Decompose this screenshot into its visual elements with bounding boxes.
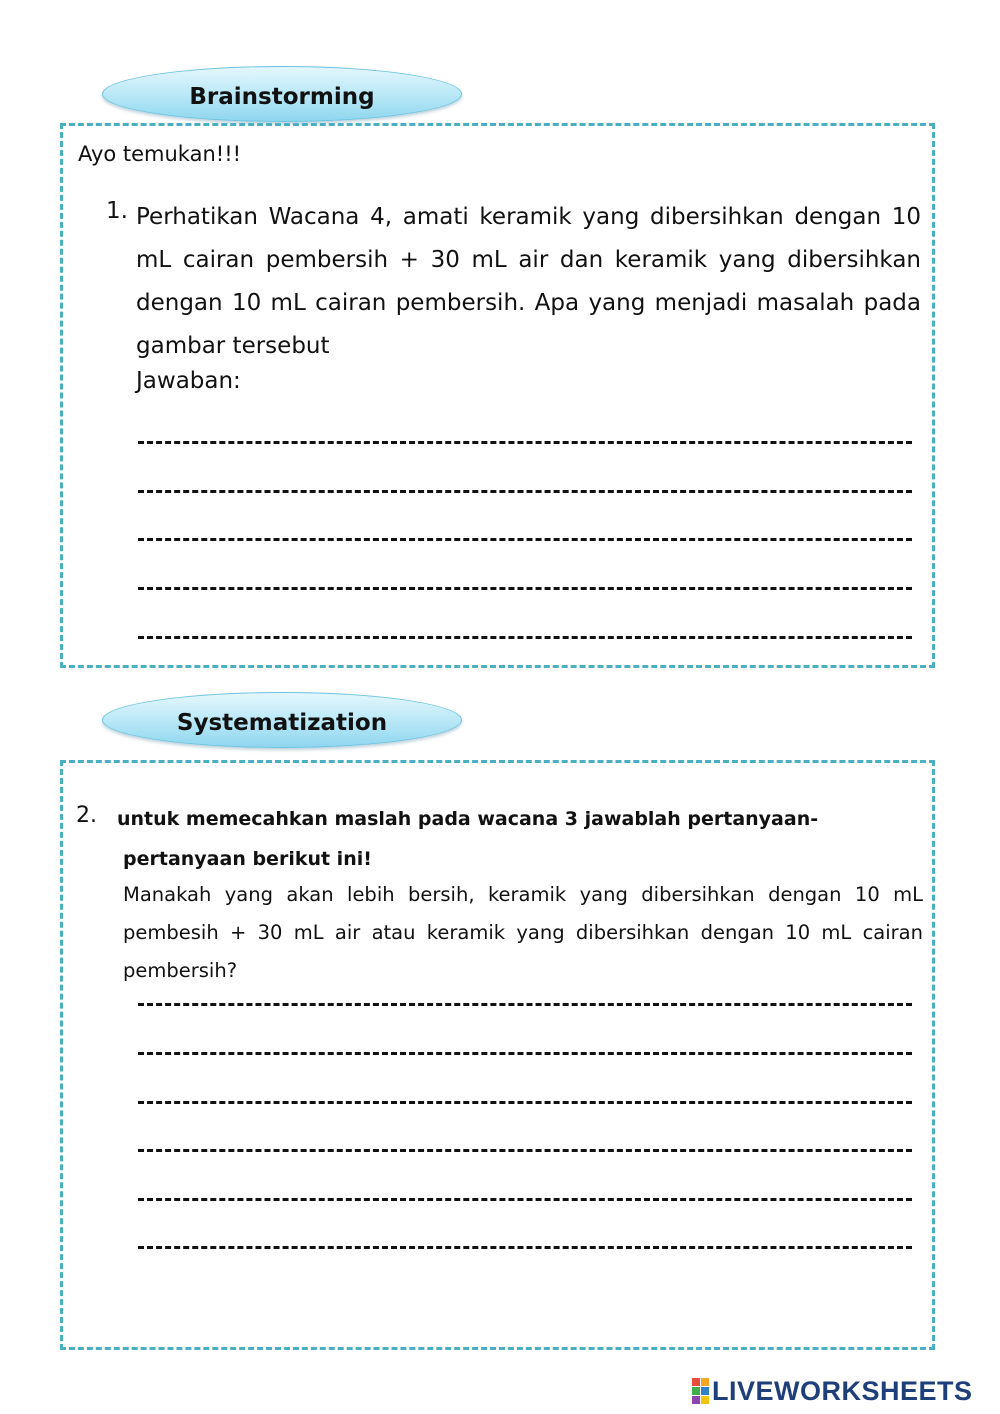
systematization-box: [60, 760, 935, 1350]
question-1-number: 1.: [106, 198, 128, 224]
answer-label: Jawaban:: [136, 368, 241, 394]
logo-icon: [692, 1378, 709, 1404]
systematization-title: Systematization: [176, 710, 388, 736]
logo-block-4: [701, 1387, 709, 1395]
answer-line-6[interactable]: [138, 1003, 912, 1006]
logo-block-1: [692, 1378, 700, 1386]
brainstorming-header: [102, 66, 462, 122]
answer-line-11[interactable]: [138, 1246, 912, 1249]
question-1-text: Perhatikan Wacana 4, amati keramik yang dibersihkan dengan 10 mL cairan pembersih + 30 mL air dan keramik yang dibersihkan dengan 10 mL cairan pembersih. Apa yang menjadi masalah pada gambar tersebut: [136, 204, 921, 359]
logo-block-5: [692, 1396, 700, 1404]
question-2-heading-line-2: pertanyaan berikut ini!: [123, 848, 372, 870]
question-2-text: Manakah yang akan lebih bersih, keramik yang dibersihkan dengan 10 mL pembesih + 30 mL air atau keramik yang dibersihkan dengan 10 mL cairan pembersih?: [123, 883, 923, 982]
logo-block-2: [701, 1378, 709, 1386]
question-2-number: 2.: [76, 803, 97, 828]
liveworksheets-logo: [692, 1376, 973, 1406]
logo-block-3: [692, 1387, 700, 1395]
answer-line-8[interactable]: [138, 1101, 912, 1104]
systematization-header: [102, 692, 462, 748]
answer-line-5[interactable]: [138, 636, 912, 639]
question-2-heading: [117, 799, 923, 879]
answer-line-7[interactable]: [138, 1052, 912, 1055]
answer-line-9[interactable]: [138, 1149, 912, 1152]
brand-name: LIVEWORKSHEETS: [712, 1375, 973, 1406]
answer-line-3[interactable]: [138, 538, 912, 541]
logo-block-6: [701, 1396, 709, 1404]
brainstorming-title: Brainstorming: [189, 84, 375, 110]
brainstorming-box: [60, 123, 935, 668]
intro-text: Ayo temukan!!!: [78, 142, 242, 166]
answer-line-2[interactable]: [138, 490, 912, 493]
answer-line-4[interactable]: [138, 587, 912, 590]
question-2-heading-line-1: untuk memecahkan maslah pada wacana 3 jawablah pertanyaan-: [117, 808, 819, 830]
answer-line-1[interactable]: [138, 441, 912, 444]
answer-line-10[interactable]: [138, 1198, 912, 1201]
